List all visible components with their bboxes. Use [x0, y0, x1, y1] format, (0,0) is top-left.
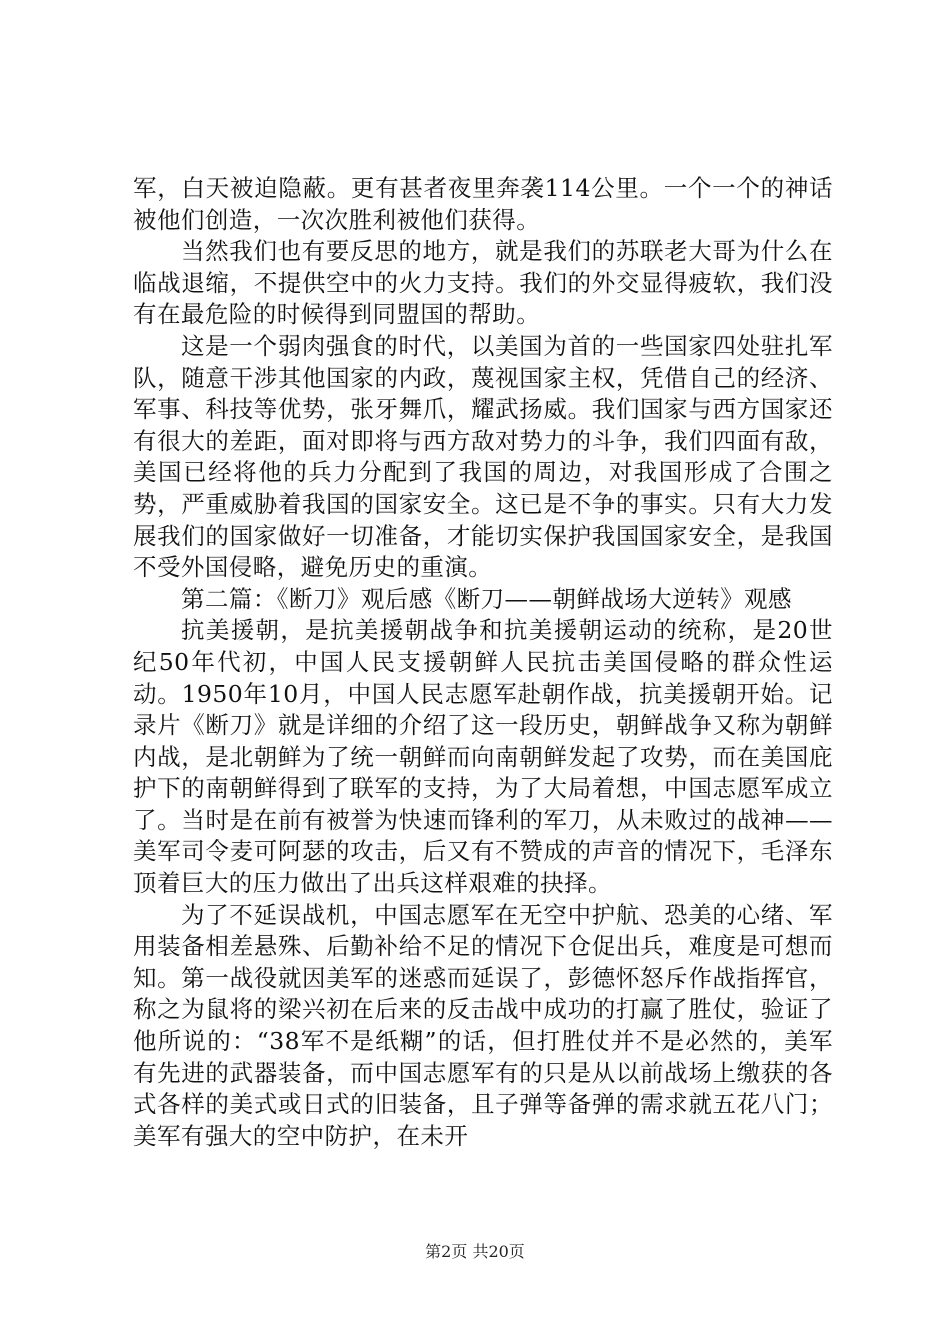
paragraph-5: 为了不延误战机，中国志愿军在无空中护航、恐美的心绪、军用装备相差悬殊、后勤补给不足的情况下仓促出兵，难度是可想而知。第一战役就因美军的迷惑而延误了，彭德怀怒斥作战指挥官，称之为鼠将的梁兴初在后来的反击战中成功的打赢了胜仗，验证了他所说的：“38军不是纸糊”的话，但打胜仗并不是必然的，美军有先进的武器装备，而中国志愿军有的只是从以前战场上缴获的各式各样的美式或日式的旧装备，且子弹等备弹的需求就五花八门；美军有强大的空中防护，在未开	[133, 900, 833, 1150]
paragraph-4: 抗美援朝，是抗美援朝战争和抗美援朝运动的统称，是20世纪50年代初，中国人民支援朝鲜人民抗击美国侵略的群众性运动。1950年10月，中国人民志愿军赴朝作战，抗美援朝开始。记录片《断刀》就是详细的介绍了这一段历史，朝鲜战争又称为朝鲜内战，是北朝鲜为了统一朝鲜而向南朝鲜发起了攻势，而在美国庇护下的南朝鲜得到了联军的支持，为了大局着想，中国志愿军成立了。当时是在前有被誉为快速而锋利的军刀，从未败过的战神——美军司令麦可阿瑟的攻击，后又有不赞成的声音的情况下，毛泽东顶着巨大的压力做出了出兵这样艰难的抉择。	[133, 616, 833, 898]
paragraph-3: 这是一个弱肉强食的时代，以美国为首的一些国家四处驻扎军队，随意干涉其他国家的内政，蔑视国家主权，凭借自己的经济、军事、科技等优势，张牙舞爪，耀武扬威。我们国家与西方国家还有很大的差距，面对即将与西方敌对势力的斗争，我们四面有敌，美国已经将他的兵力分配到了我国的周边，对我国形成了合围之势，严重威胁着我国的国家安全。这已是不争的事实。只有大力发展我们的国家做好一切准备，才能切实保护我国国家安全，是我国不受外国侵略，避免历史的重演。	[133, 331, 833, 582]
paragraph-1: 军，白天被迫隐蔽。更有甚者夜里奔袭114公里。一个一个的神话被他们创造，一次次胜利被他们获得。	[133, 174, 833, 234]
section-heading: 第二篇：《断刀》观后感《断刀——朝鲜战场大逆转》观感	[181, 584, 792, 613]
paragraph-2: 当然我们也有要反思的地方，就是我们的苏联老大哥为什么在临战退缩，不提供空中的火力支持。我们的外交显得疲软，我们没有在最危险的时候得到同盟国的帮助。	[133, 237, 833, 329]
text-column	[133, 173, 833, 1152]
page-number-footer: 第2页 共20页	[425, 1242, 525, 1261]
